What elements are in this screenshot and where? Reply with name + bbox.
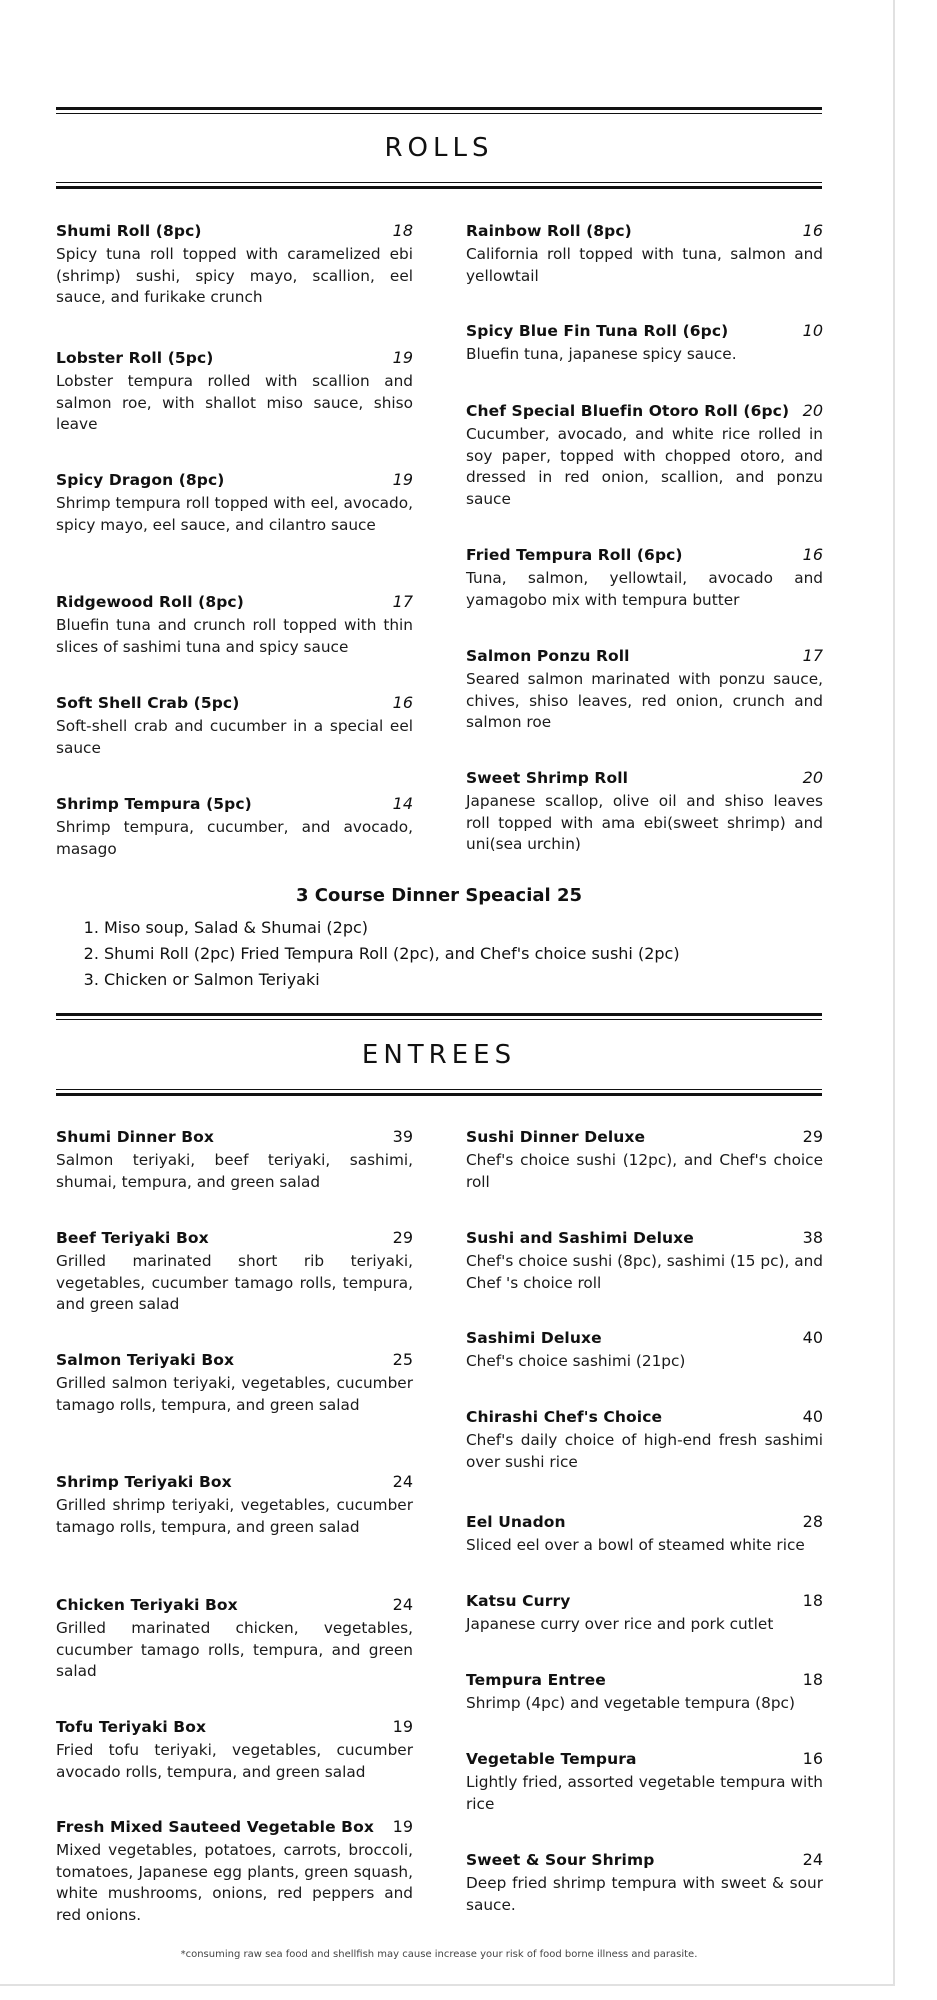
- special-list: [82, 915, 824, 993]
- item-name: Vegetable Tempura: [466, 1750, 637, 1768]
- item-price: 24: [802, 1850, 823, 1869]
- item-name: Sweet Shrimp Roll: [466, 769, 629, 787]
- item-price: 18: [802, 1670, 823, 1689]
- item-name: Salmon Ponzu Roll: [466, 647, 630, 665]
- item-name: Shumi Dinner Box: [56, 1128, 214, 1146]
- rolls-top-rule: [56, 107, 822, 114]
- menu-item: [466, 1670, 823, 1715]
- item-price: 39: [392, 1127, 413, 1146]
- menu-item: [56, 1717, 413, 1783]
- item-price: 40: [802, 1328, 823, 1347]
- item-price: 24: [392, 1595, 413, 1614]
- menu-item: [466, 1591, 823, 1636]
- item-description: Shrimp (4pc) and vegetable tempura (8pc): [466, 1694, 795, 1712]
- item-name: Spicy Blue Fin Tuna Roll (6pc): [466, 322, 729, 340]
- item-name: Salmon Teriyaki Box: [56, 1351, 235, 1369]
- item-description: Japanese curry over rice and pork cutlet: [466, 1615, 774, 1633]
- item-price: 19: [392, 1817, 413, 1836]
- item-name: Sashimi Deluxe: [466, 1329, 602, 1347]
- entrees-bottom-rule: [56, 1089, 822, 1096]
- item-price: 24: [392, 1472, 413, 1491]
- item-price: 29: [802, 1127, 823, 1146]
- menu-item: [466, 646, 823, 734]
- menu-item: [56, 693, 413, 759]
- menu-item: [56, 1350, 413, 1416]
- item-description: Japanese scallop, olive oil and shiso leaves roll topped with ama ebi(sweet shrimp) and uni(sea urchin): [466, 792, 823, 853]
- rolls-bottom-rule: [56, 182, 822, 189]
- item-description: Bluefin tuna and crunch roll topped with thin slices of sashimi tuna and spicy sauce: [56, 616, 413, 656]
- item-description: Tuna, salmon, yellowtail, avocado and yamagobo mix with tempura butter: [466, 569, 823, 609]
- item-name: Chirashi Chef's Choice: [466, 1408, 663, 1426]
- item-price: 38: [802, 1228, 823, 1247]
- special-item: 2. Shumi Roll (2pc) Fried Tempura Roll (2pc), and Chef's choice sushi (2pc): [104, 941, 824, 967]
- item-name: Spicy Dragon (8pc): [56, 471, 225, 489]
- menu-item: [466, 768, 823, 856]
- menu-item: [466, 1512, 823, 1557]
- item-description: Salmon teriyaki, beef teriyaki, sashimi, shumai, tempura, and green salad: [56, 1151, 413, 1191]
- item-description: Sliced eel over a bowl of steamed white rice: [466, 1536, 805, 1554]
- item-description: Seared salmon marinated with ponzu sauce, chives, shiso leaves, red onion, crunch and salmon roe: [466, 670, 823, 731]
- item-description: Grilled salmon teriyaki, vegetables, cucumber tamago rolls, tempura, and green salad: [56, 1374, 413, 1414]
- item-price: 19: [392, 348, 413, 367]
- item-name: Fried Tempura Roll (6pc): [466, 546, 683, 564]
- item-description: Grilled shrimp teriyaki, vegetables, cucumber tamago rolls, tempura, and green salad: [56, 1496, 413, 1536]
- item-price: 14: [392, 794, 413, 813]
- menu-item: [56, 1817, 413, 1926]
- item-description: Fried tofu teriyaki, vegetables, cucumber avocado rolls, tempura, and green salad: [56, 1741, 413, 1781]
- menu-item: [56, 1228, 413, 1316]
- item-description: Spicy tuna roll topped with caramelized ebi (shrimp) sushi, spicy mayo, scallion, eel sauce, and furikake crunch: [56, 245, 413, 306]
- menu-item: [466, 545, 823, 611]
- item-name: Beef Teriyaki Box: [56, 1229, 209, 1247]
- item-description: Grilled marinated short rib teriyaki, vegetables, cucumber tamago rolls, tempura, and green salad: [56, 1252, 413, 1313]
- item-description: Lightly fried, assorted vegetable tempura with rice: [466, 1773, 823, 1813]
- menu-item: [56, 592, 413, 658]
- item-name: Chef Special Bluefin Otoro Roll (6pc): [466, 402, 790, 420]
- menu-item: [466, 221, 823, 287]
- item-name: Soft Shell Crab (5pc): [56, 694, 240, 712]
- item-price: 19: [392, 470, 413, 489]
- item-name: Shrimp Tempura (5pc): [56, 795, 252, 813]
- item-name: Eel Unadon: [466, 1513, 566, 1531]
- item-price: 16: [392, 693, 413, 712]
- item-description: Shrimp tempura roll topped with eel, avocado, spicy mayo, eel sauce, and cilantro sauce: [56, 494, 413, 534]
- menu-item: [466, 1328, 823, 1373]
- item-price: 16: [802, 221, 823, 240]
- item-description: California roll topped with tuna, salmon and yellowtail: [466, 245, 823, 285]
- item-price: 16: [802, 1749, 823, 1768]
- item-price: 20: [802, 768, 823, 787]
- item-price: 40: [802, 1407, 823, 1426]
- entrees-section-title: ENTREES: [361, 1040, 517, 1070]
- menu-item: [56, 221, 413, 309]
- special-item: 1. Miso soup, Salad & Shumai (2pc): [104, 915, 824, 941]
- menu-item: [466, 401, 823, 510]
- item-price: 17: [802, 646, 823, 665]
- item-price: 29: [392, 1228, 413, 1247]
- item-price: 19: [392, 1717, 413, 1736]
- item-description: Lobster tempura rolled with scallion and salmon roe, with shallot miso sauce, shiso leave: [56, 372, 413, 433]
- item-price: 16: [802, 545, 823, 564]
- menu-item: [466, 1407, 823, 1473]
- item-description: Chef's choice sushi (8pc), sashimi (15 pc), and Chef 's choice roll: [466, 1252, 823, 1292]
- menu-item: [56, 794, 413, 860]
- item-description: Chef's choice sushi (12pc), and Chef's choice roll: [466, 1151, 823, 1191]
- menu-item: [466, 321, 823, 366]
- item-name: Lobster Roll (5pc): [56, 349, 214, 367]
- menu-item: [466, 1228, 823, 1294]
- item-description: Soft-shell crab and cucumber in a special eel sauce: [56, 717, 413, 757]
- item-description: Mixed vegetables, potatoes, carrots, broccoli, tomatoes, Japanese egg plants, green squash, white mushrooms, onions, red peppers and red onions.: [56, 1841, 413, 1924]
- item-description: Shrimp tempura, cucumber, and avocado, masago: [56, 818, 413, 858]
- item-price: 17: [392, 592, 413, 611]
- menu-item: [56, 348, 413, 436]
- item-name: Sweet & Sour Shrimp: [466, 1851, 655, 1869]
- item-price: 18: [802, 1591, 823, 1610]
- item-name: Fresh Mixed Sauteed Vegetable Box: [56, 1818, 374, 1836]
- item-price: 25: [392, 1350, 413, 1369]
- item-name: Rainbow Roll (8pc): [466, 222, 632, 240]
- menu-item: [56, 1472, 413, 1538]
- item-description: Chef's choice sashimi (21pc): [466, 1352, 686, 1370]
- special-title: 3 Course Dinner Speacial 25: [295, 885, 582, 906]
- special-item: 3. Chicken or Salmon Teriyaki: [104, 967, 824, 993]
- item-description: Chef's daily choice of high-end fresh sashimi over sushi rice: [466, 1431, 823, 1471]
- item-name: Tempura Entree: [466, 1671, 606, 1689]
- menu-item: [466, 1850, 823, 1916]
- menu-item: [466, 1127, 823, 1193]
- item-name: Katsu Curry: [466, 1592, 571, 1610]
- item-name: Sushi Dinner Deluxe: [466, 1128, 646, 1146]
- item-name: Ridgewood Roll (8pc): [56, 593, 244, 611]
- item-price: 10: [802, 321, 823, 340]
- footnote: *consuming raw sea food and shellfish may cause increase your risk of food borne illness and parasite.: [180, 1949, 698, 1960]
- item-name: Shumi Roll (8pc): [56, 222, 202, 240]
- item-name: Sushi and Sashimi Deluxe: [466, 1229, 694, 1247]
- item-price: 18: [392, 221, 413, 240]
- rolls-section-title: ROLLS: [384, 133, 494, 163]
- item-description: Deep fried shrimp tempura with sweet & sour sauce.: [466, 1874, 823, 1914]
- item-description: Grilled marinated chicken, vegetables, cucumber tamago rolls, tempura, and green salad: [56, 1619, 413, 1680]
- entrees-top-rule: [56, 1013, 822, 1020]
- item-name: Tofu Teriyaki Box: [56, 1718, 207, 1736]
- item-price: 20: [802, 401, 823, 420]
- menu-item: [56, 1595, 413, 1683]
- item-description: Bluefin tuna, japanese spicy sauce.: [466, 345, 737, 363]
- item-name: Shrimp Teriyaki Box: [56, 1473, 232, 1491]
- item-price: 28: [802, 1512, 823, 1531]
- menu-item: [466, 1749, 823, 1815]
- item-description: Cucumber, avocado, and white rice rolled in soy paper, topped with chopped otoro, and dressed in red onion, scallion, and ponzu sauce: [466, 425, 823, 508]
- item-name: Chicken Teriyaki Box: [56, 1596, 238, 1614]
- menu-item: [56, 470, 413, 536]
- menu-item: [56, 1127, 413, 1193]
